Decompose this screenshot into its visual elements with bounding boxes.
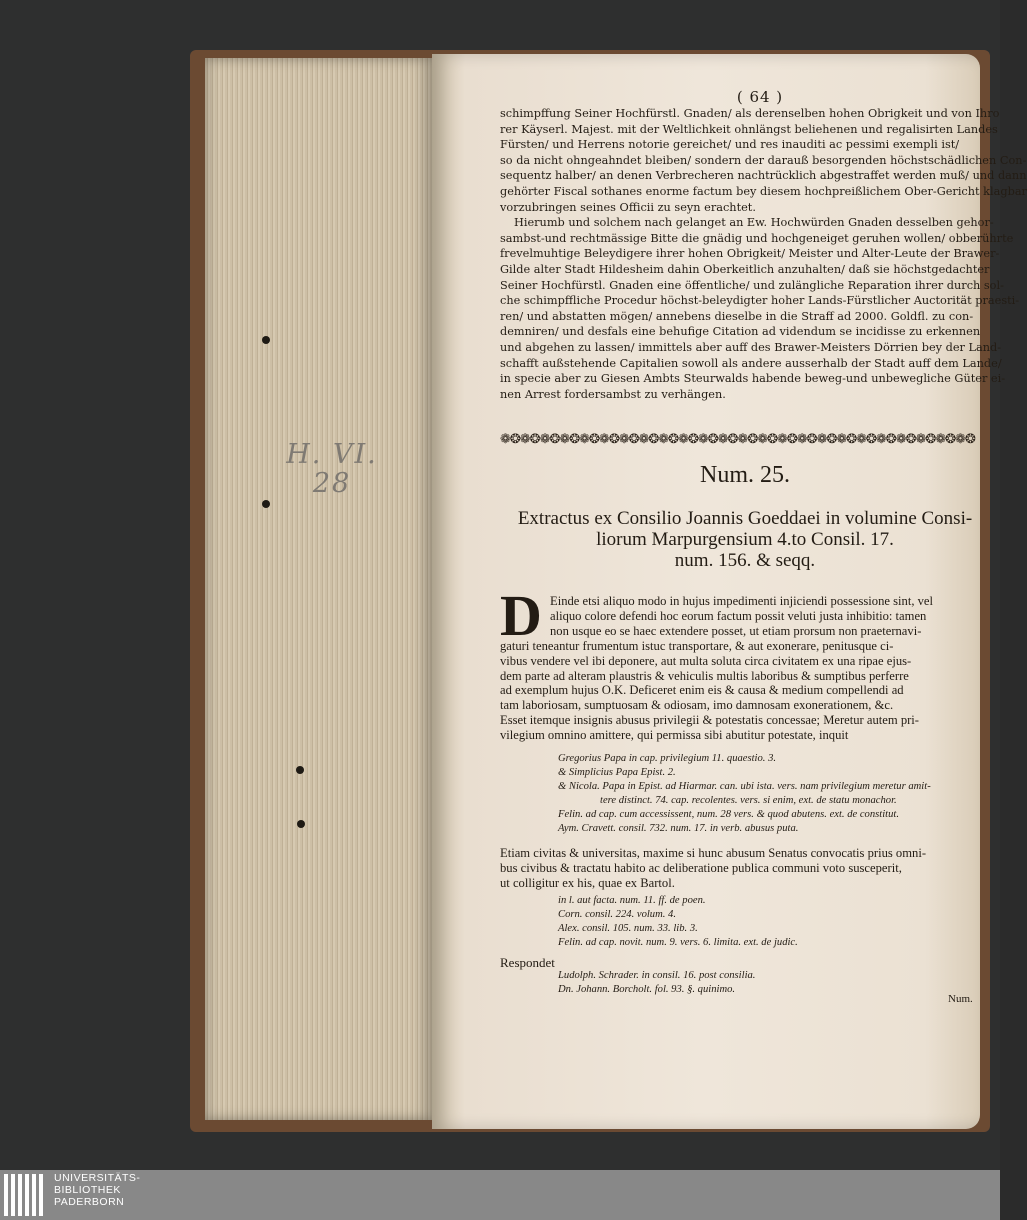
latin-text-block <box>500 594 974 743</box>
citation-list <box>558 969 978 997</box>
citation: Gregorius Papa in cap. privilegium 11. quaestio. 3. <box>558 753 777 764</box>
latin-paragraph <box>500 846 974 891</box>
text-line: demniren/ und desfals eine behufige Citation ad videndum se incidisse zu erkennen <box>500 325 981 339</box>
drop-cap: D <box>500 583 542 648</box>
text-line: Esset itemque insignis abusus privilegii & potestatis concessae; Meretur autem pri- <box>500 713 920 728</box>
citation: Dn. Johann. Borcholt. fol. 93. §. quinimo. <box>558 984 736 995</box>
hole-mark <box>262 500 270 508</box>
citation: in l. aut facta. num. 11. ff. de poen. <box>558 895 706 906</box>
logo-line: PADERBORN <box>54 1196 125 1208</box>
text-line: gehörter Fiscal sothanes enorme factum bey diesem hochpreißlichem Ober-Gericht klagbar <box>500 184 1027 198</box>
citation: Corn. consil. 224. volum. 4. <box>558 909 677 920</box>
text-line: vibus vendere vel ibi deponere, aut multa soluta circa civitatem ex una ripae ejus- <box>500 653 912 668</box>
library-footer <box>0 1170 1000 1220</box>
text-line: dem parte ad alteram plaustris & vehiculis multis laboribus & sumptibus perferre <box>500 668 909 683</box>
shelfmark-line: 28 <box>312 468 352 499</box>
text-line: vorzubringen seines Officii zu seyn erachtet. <box>500 200 756 214</box>
citation: Alex. consil. 105. num. 33. lib. 3. <box>558 923 698 934</box>
text-line: Gilde alter Stadt Hildesheim dahin Oberkeitlich anzuhalten/ daß sie höchstgedachter <box>500 262 990 276</box>
extract-title-line: num. 156. & seqq. <box>674 550 816 571</box>
logo-line: BIBLIOTHEK <box>54 1184 121 1196</box>
respondet-label: Respondet <box>500 955 555 970</box>
library-logo-text <box>54 1172 140 1208</box>
text-line: sequentz halber/ an denen Verbrecheren nachtrücklich abgestraffet werden muß/ und dann <box>500 169 1027 183</box>
citation-list <box>558 752 978 836</box>
citation: Aym. Cravett. consil. 732. num. 17. in verb. abusus puta. <box>558 823 799 834</box>
text-line: so da nicht ohngeahndet bleiben/ sondern der darauß besorgenden höchstschädlichen Con- <box>500 153 1027 167</box>
hole-mark <box>296 766 304 774</box>
text-line: Etiam civitas & universitas, maxime si hunc abusum Senatus convocatis prius omni- <box>500 846 927 860</box>
text-line: ad exemplum hujus O.K. Deficeret enim eis & causa & medium compellendi ad <box>500 683 904 698</box>
text-line: tam laboriosam, sumptuosam & odiosam, imo damnosam exonerationem, &c. <box>500 698 894 713</box>
extract-title-line: Extractus ex Consilio Joannis Goeddaei in volumine Consi- <box>517 508 973 529</box>
catchword: Num. <box>948 993 973 1005</box>
citation: Felin. ad cap. novit. num. 9. vers. 6. limita. ext. de judic. <box>558 937 798 948</box>
page-number-header: ( 64 ) <box>736 88 784 106</box>
logo-line: UNIVERSITÄTS- <box>54 1172 141 1184</box>
text-line: vilegium omnino amittere, qui permissa sibi abutitur potestate, inquit <box>500 728 849 743</box>
extract-title <box>500 508 990 571</box>
text-line: schimpffung Seiner Hochfürstl. Gnaden/ als derenselben hohen Obrigkeit und von Ihro <box>500 107 1000 120</box>
page-edges <box>205 58 433 1120</box>
library-logo-icon <box>4 1174 50 1216</box>
text-line: non usque eo se haec extendere posset, ut etiam prorsum non praeternavi- <box>550 623 922 638</box>
text-line: Einde etsi aliquo modo in hujus impedimenti injiciendi possessione sint, vel <box>550 594 934 608</box>
ornament-border: ❁❂❁❂❁❂❁❂❁❂❁❂❁❂❁❂❁❂❁❂❁❂❁❂❁❂❁❂❁❂❁❂❁❂❁❂❁❂❁❂❁❂❁❂❁❂❁❂ <box>500 432 975 447</box>
text-line: frevelmuhtige Beleydigere ihrer hohen Obrigkeit/ Meister und Alter-Leute der Brawer- <box>500 247 1000 261</box>
text-line: Seiner Hochfürstl. Gnaden eine öffentliche/ und zulängliche Reparation ihrer durch sol- <box>500 278 1004 292</box>
extract-title-line: liorum Marpurgensium 4.to Consil. 17. <box>596 529 894 550</box>
text-line: und abgehen zu lassen/ immittels aber auff des Brawer-Meisters Dörrien bey der Land- <box>500 340 1002 354</box>
citation: Ludolph. Schrader. in consil. 16. post consilia. <box>558 970 756 981</box>
text-line: rer Käyserl. Majest. mit der Weltlichkeit ohnlängst beliehenen und regalisirten Landes <box>500 122 998 136</box>
citation: & Nicola. Papa in Epist. ad Hiarmar. can. ubi ista. vers. nam privilegium meretur amit- <box>558 781 931 792</box>
hole-mark <box>297 820 305 828</box>
text-line: nen Arrest fordersambst zu verhängen. <box>500 387 726 401</box>
shelfmark <box>282 440 382 498</box>
german-text-block <box>500 106 1027 402</box>
section-number-heading: Num. 25. <box>700 462 790 488</box>
shelfmark-line: H. VI. <box>286 439 378 470</box>
text-line: sambst-und rechtmässige Bitte die gnädig und hochgeneiget geruhen wollen/ obberührte <box>500 231 1014 245</box>
citation-list <box>558 894 978 950</box>
text-line: ut colligitur ex his, quae ex Bartol. <box>500 876 675 890</box>
text-line: ren/ und abstatten mögen/ annebens dieselbe in die Straff ad 2000. Goldfl. zu con- <box>500 309 974 323</box>
citation: tere distinct. 74. cap. recolentes. vers. si enim, ext. de statu monachor. <box>600 795 897 806</box>
text-line: in specie aber zu Giesen Ambts Steurwalds habende beweg-und unbewegliche Güter ei- <box>500 372 1006 386</box>
citation: & Simplicius Papa Epist. 2. <box>558 767 676 778</box>
hole-mark <box>262 336 270 344</box>
citation: Felin. ad cap. cum accessissent, num. 28 vers. & quod abutens. ext. de constitut. <box>558 809 899 820</box>
text-line: Fürsten/ und Herrens notorie gereichet/ und res inauditi ac pessimi exempli ist/ <box>500 138 960 152</box>
text-line: che schimpffliche Procedur höchst-beleydigter hoher Lands-Fürstlicher Auctorität praesti- <box>500 294 1020 308</box>
text-line: aliquo colore defendi hoc eorum factum possit veluti justa inhibitio: tamen <box>550 608 927 623</box>
text-line: schafft außstehende Capitalien sowoll als andere ausserhalb der Stadt auff dem Lande/ <box>500 356 1002 370</box>
text-line: Hierumb und solchem nach gelanget an Ew. Hochwürden Gnaden desselben gehor- <box>514 216 994 230</box>
text-line: gaturi teneantur frumentum istuc transportare, & aut exonerare, penitusque ci- <box>500 638 894 653</box>
text-line: bus civibus & tractatu habito ac deliberatione publica communi voto susceperit, <box>500 861 902 875</box>
